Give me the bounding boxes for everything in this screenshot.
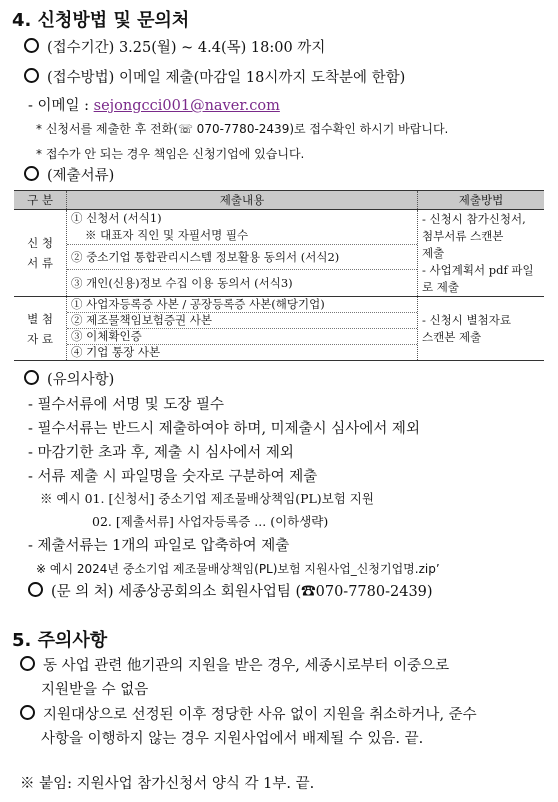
group-attachment-label: 별 첨 자 료	[14, 297, 67, 361]
list-item: ③ 개인(신용)정보 수집 이용 동의서 (서식3)	[71, 276, 293, 290]
list-item: ※ 대표자 직인 및 자필서명 필수	[67, 227, 417, 245]
example-2: 02. [제출서류] 사업자등록증 ... (이하생략)	[92, 514, 329, 529]
note-responsibility: * 접수가 안 되는 경우 책임은 신청기업에 있습니다.	[36, 147, 305, 161]
period-line: (접수기간) 3.25(월) ~ 4.4(목) 18:00 까지	[24, 36, 325, 57]
documents-table	[14, 190, 544, 361]
method-line: (접수방법) 이메일 제출(마감일 18시까지 도착분에 한함)	[24, 66, 405, 87]
note-item: - 마감기한 초과 후, 제출 시 심사에서 제외	[28, 445, 294, 461]
caution-item-2-cont: 사항을 이행하지 않는 경우 지원사업에서 배제될 수 있음. 끝.	[41, 731, 424, 747]
caution-item-1: 동 사업 관련 他기관의 지원을 받은 경우, 세종시로부터 이중으로	[20, 654, 449, 675]
docs-label: (제출서류)	[24, 164, 114, 185]
list-item: ① 신청서 (서식1)	[71, 211, 162, 225]
circle-bullet-icon	[24, 38, 39, 53]
header-category: 구 분	[14, 191, 67, 210]
caution-item-1-cont: 지원받을 수 없음	[41, 682, 149, 698]
note-item: - 필수서류는 반드시 제출하여야 하며, 미제출시 심사에서 제외	[28, 421, 420, 437]
circle-bullet-icon	[28, 582, 43, 597]
attachment-line: ※ 붙임: 지원사업 참가신청서 양식 각 1부. 끝.	[20, 776, 315, 792]
list-item: ③ 이체확인증	[67, 329, 417, 345]
email-link[interactable]: sejongcci001@naver.com	[93, 98, 280, 114]
circle-bullet-icon	[24, 370, 39, 385]
group-attachment-method: - 신청시 별첨자료 스캔본 제출	[418, 297, 545, 361]
circle-bullet-icon	[20, 705, 35, 720]
contact-line: (문 의 처) 세종상공회의소 회원사업팀 (☎070-7780-2439)	[28, 580, 433, 601]
notes-label: (유의사항)	[24, 368, 114, 389]
circle-bullet-icon	[24, 68, 39, 83]
header-content: 제출내용	[67, 191, 418, 210]
circle-bullet-icon	[24, 166, 39, 181]
note-phone: * 신청서를 제출한 후 전화(☏ 070-7780-2439)로 접수확인 하시기 바랍니다.	[36, 122, 449, 136]
example-1: ※ 예시 01. [신청서] 중소기업 제조물배상책임(PL)보험 지원	[40, 491, 374, 506]
group-application-method: - 신청시 참가신청서, 첨부서류 스캔본 제출 - 사업계획서 pdf 파일 로 제출	[418, 210, 545, 297]
note-item: - 서류 제출 시 파일명을 숫자로 구분하여 제출	[28, 469, 318, 485]
zip-note: - 제출서류는 1개의 파일로 압축하여 제출	[28, 538, 290, 554]
list-item: ② 중소기업 통합관리시스템 정보활용 동의서 (서식2)	[67, 245, 417, 270]
header-method: 제출방법	[418, 191, 545, 210]
email-line: - 이메일 : sejongcci001@naver.com	[28, 98, 280, 114]
list-item: ④ 기업 통장 사본	[71, 345, 161, 359]
list-item: ② 제조물책임보험증권 사본	[67, 313, 417, 329]
circle-bullet-icon	[20, 656, 35, 671]
caution-item-2: 지원대상으로 선정된 이후 정당한 사유 없이 지원을 취소하거나, 준수	[20, 703, 477, 724]
example-3: ※ 예시 2024년 중소기업 제조물배상책임(PL)보험 지원사업_신청기업명.zip’	[36, 562, 440, 576]
list-item: ① 사업자등록증 사본 / 공장등록증 사본(해당기업)	[67, 297, 417, 313]
section-5-title: 5. 주의사항	[12, 630, 108, 651]
group-application-label: 신 청 서 류	[14, 210, 67, 297]
section-4-title: 4. 신청방법 및 문의처	[12, 10, 190, 31]
note-item: - 필수서류에 서명 및 도장 필수	[28, 397, 225, 413]
